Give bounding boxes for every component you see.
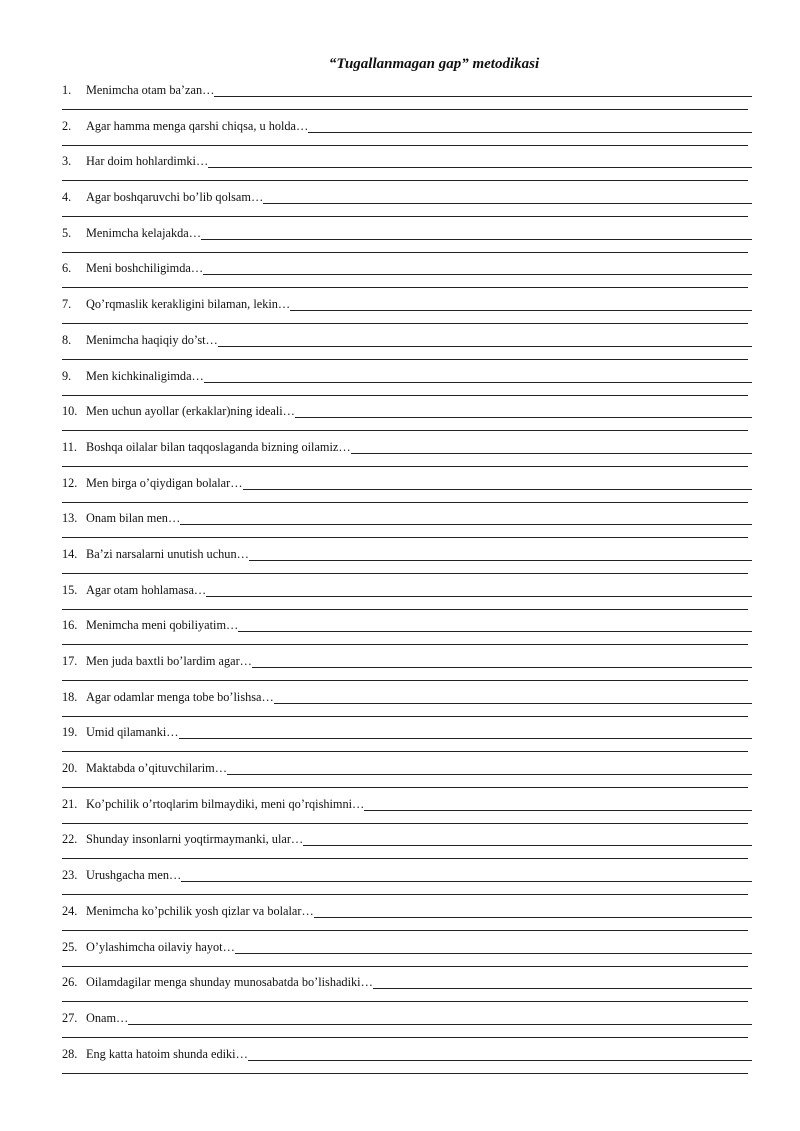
answer-line[interactable] (235, 942, 752, 954)
list-item (62, 151, 752, 187)
item-number: 3. (62, 154, 72, 169)
answer-line[interactable] (263, 192, 752, 204)
item-number: 21. (62, 796, 78, 811)
list-item (62, 401, 752, 437)
list-item (62, 187, 752, 223)
item-number: 15. (62, 582, 78, 597)
list-item (62, 651, 752, 687)
item-number: 27. (62, 1010, 78, 1025)
item-text: Ko’pchilik o’rtoqlarim bilmaydiki, meni qo’rqishimni… (86, 796, 365, 811)
answer-line[interactable] (249, 549, 752, 561)
answer-line-2[interactable] (62, 930, 748, 931)
item-text: Maktabda o’qituvchilarim… (86, 761, 228, 776)
item-text: Onam bilan men… (86, 511, 181, 526)
list-item (62, 366, 752, 402)
item-text: Agar hamma menga qarshi chiqsa, u holda… (86, 118, 309, 133)
item-text: Qo’rqmaslik kerakligini bilaman, lekin… (86, 297, 291, 312)
item-number: 20. (62, 761, 78, 776)
list-item (62, 437, 752, 473)
item-number: 12. (62, 475, 78, 490)
answer-line[interactable] (208, 156, 752, 168)
answer-line-2[interactable] (62, 644, 748, 645)
list-item (62, 116, 752, 152)
answer-line[interactable] (214, 85, 752, 97)
answer-line[interactable] (206, 585, 752, 597)
list-item (62, 937, 752, 973)
item-number: 6. (62, 261, 72, 276)
list-item (62, 580, 752, 616)
list-item (62, 829, 752, 865)
answer-line[interactable] (351, 442, 752, 454)
item-text: Agar otam hohlamasa… (86, 582, 207, 597)
answer-line[interactable] (218, 335, 752, 347)
item-number: 2. (62, 118, 72, 133)
answer-line-2[interactable] (62, 1073, 748, 1074)
item-number: 11. (62, 439, 77, 454)
item-number: 26. (62, 975, 78, 990)
answer-line[interactable] (364, 799, 752, 811)
answer-line[interactable] (181, 870, 752, 882)
item-number: 13. (62, 511, 78, 526)
answer-line[interactable] (201, 228, 752, 240)
answer-line-2[interactable] (62, 252, 748, 253)
item-text: Men uchun ayollar (erkaklar)ning ideali… (86, 404, 295, 419)
answer-line-2[interactable] (62, 1001, 748, 1002)
item-number: 8. (62, 332, 72, 347)
item-text: Boshqa oilalar bilan taqqoslaganda bizning oilamiz… (86, 439, 351, 454)
answer-line-2[interactable] (62, 858, 748, 859)
list-item (62, 1008, 752, 1044)
answer-line[interactable] (238, 620, 752, 632)
answer-line-2[interactable] (62, 751, 748, 752)
item-text: Umid qilamanki… (86, 725, 179, 740)
answer-line[interactable] (227, 763, 752, 775)
item-text: Menimcha meni qobiliyatim… (86, 618, 239, 633)
list-item (62, 901, 752, 937)
item-text: Men juda baxtli bo’lardim agar… (86, 654, 252, 668)
item-text: Ba’zi narsalarni unutish uchun… (86, 546, 249, 561)
answer-line[interactable] (295, 406, 752, 418)
answer-line-2[interactable] (62, 894, 748, 895)
item-text: Urushgacha men… (86, 868, 182, 883)
list-item (62, 1044, 752, 1080)
answer-line-2[interactable] (62, 430, 748, 431)
item-text: Onam… (86, 1010, 129, 1025)
item-number: 24. (62, 903, 78, 918)
answer-line-2[interactable] (62, 145, 748, 146)
answer-line[interactable] (128, 1013, 752, 1025)
answer-line[interactable] (179, 727, 752, 739)
answer-line[interactable] (373, 977, 752, 989)
item-text: Men birga o’qiydigan bolalar… (86, 475, 243, 490)
item-number: 4. (62, 190, 72, 205)
item-text: Meni boshchiligimda… (86, 261, 204, 276)
answer-line-2[interactable] (62, 1037, 748, 1038)
list-item (62, 508, 752, 544)
list-item (62, 972, 752, 1008)
answer-line-2[interactable] (62, 180, 748, 181)
answer-line-2[interactable] (62, 966, 748, 967)
answer-line-2[interactable] (62, 787, 748, 788)
answer-line-2[interactable] (62, 359, 748, 360)
item-text: Har doim hohlardimki… (86, 154, 209, 169)
answer-line[interactable] (252, 656, 752, 668)
item-number: 17. (62, 654, 78, 668)
answer-line-2[interactable] (62, 287, 748, 288)
answer-line-2[interactable] (62, 466, 748, 467)
list-item (62, 794, 752, 830)
item-number: 14. (62, 546, 78, 561)
list-item (62, 473, 752, 509)
answer-line[interactable] (314, 906, 752, 918)
item-number: 25. (62, 939, 78, 954)
list-item (62, 865, 752, 901)
item-text: Menimcha kelajakda… (86, 225, 202, 240)
item-number: 18. (62, 689, 78, 704)
item-text: Agar odamlar menga tobe bo’lishsa… (86, 689, 274, 704)
answer-line-2[interactable] (62, 323, 748, 324)
page-title: “Tugallanmagan gap” metodikasi (328, 56, 540, 72)
item-number: 5. (62, 225, 72, 240)
sentence-list (62, 80, 752, 1079)
answer-line-2[interactable] (62, 395, 748, 396)
list-item (62, 330, 752, 366)
answer-line-2[interactable] (62, 109, 748, 110)
list-item (62, 223, 752, 259)
answer-line[interactable] (203, 263, 752, 275)
answer-line[interactable] (274, 692, 752, 704)
answer-line[interactable] (180, 513, 752, 525)
item-number: 1. (62, 83, 72, 97)
list-item (62, 258, 752, 294)
item-text: Menimcha haqiqiy do’st… (86, 332, 218, 347)
item-number: 23. (62, 868, 78, 883)
item-text: Men kichkinaligimda… (86, 368, 204, 383)
item-number: 16. (62, 618, 78, 633)
item-number: 7. (62, 297, 72, 312)
answer-line-2[interactable] (62, 609, 748, 610)
item-text: Oilamdagilar menga shunday munosabatda bo’lishadiki… (86, 975, 373, 990)
list-item (62, 294, 752, 330)
answer-line[interactable] (204, 371, 752, 383)
answer-line[interactable] (248, 1049, 752, 1061)
list-item (62, 544, 752, 580)
item-number: 10. (62, 404, 78, 419)
answer-line-2[interactable] (62, 823, 748, 824)
answer-line[interactable] (290, 299, 752, 311)
item-number: 9. (62, 368, 72, 383)
answer-line-2[interactable] (62, 537, 748, 538)
list-item (62, 615, 752, 651)
answer-line-2[interactable] (62, 716, 748, 717)
answer-line-2[interactable] (62, 573, 748, 574)
item-text: O’ylashimcha oilaviy hayot… (86, 939, 235, 954)
item-text: Menimcha ko’pchilik yosh qizlar va bolalar… (86, 903, 314, 918)
list-item (62, 687, 752, 723)
item-text: Agar boshqaruvchi bo’lib qolsam… (86, 190, 264, 205)
item-text: Eng katta hatoim shunda ediki… (86, 1046, 248, 1061)
answer-line-2[interactable] (62, 680, 748, 681)
list-item (62, 758, 752, 794)
item-number: 19. (62, 725, 78, 740)
answer-line-2[interactable] (62, 216, 748, 217)
answer-line-2[interactable] (62, 502, 748, 503)
answer-line[interactable] (243, 478, 752, 490)
list-item (62, 722, 752, 758)
answer-line[interactable] (308, 121, 752, 133)
answer-line[interactable] (303, 834, 752, 846)
item-number: 28. (62, 1046, 78, 1061)
item-text: Shunday insonlarni yoqtirmaymanki, ular… (86, 832, 304, 847)
list-item (62, 80, 752, 116)
item-text: Menimcha otam ba’zan… (86, 83, 215, 97)
item-number: 22. (62, 832, 78, 847)
